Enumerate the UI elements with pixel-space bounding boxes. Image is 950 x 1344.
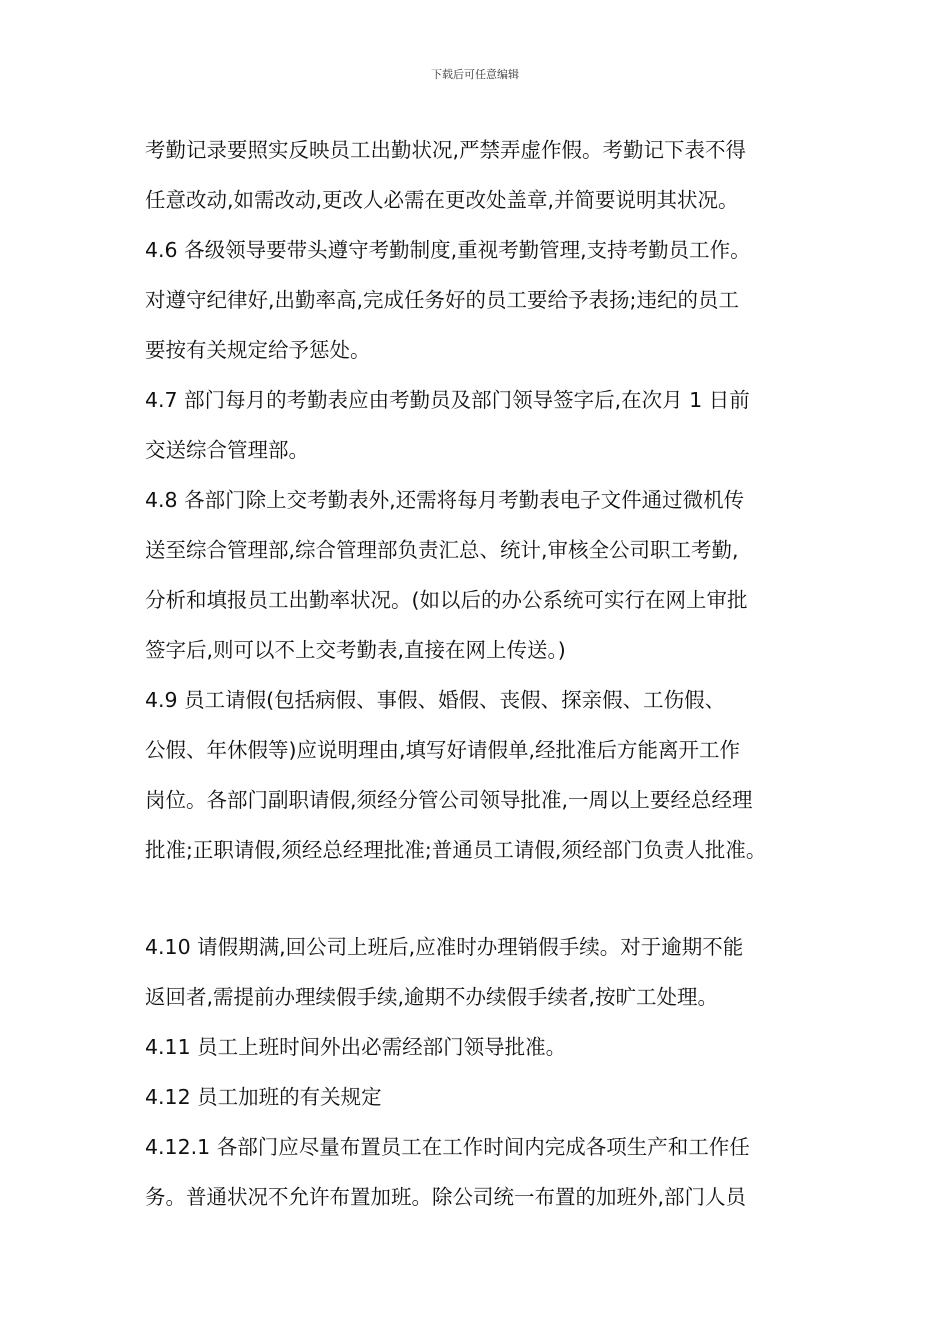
body-line: 签字后,则可以不上交考勤表,直接在网上传送。) (145, 638, 566, 662)
body-line: 4.7 部门每月的考勤表应由考勤员及部门领导签字后,在次月 1 日前 (145, 388, 750, 412)
body-line: 要按有关规定给予惩处。 (145, 338, 371, 362)
body-line: 岗位。各部门副职请假,须经分管公司领导批准,一周以上要经总经理 (145, 788, 753, 812)
body-line: 4.12.1 各部门应尽量布置员工在工作时间内完成各项生产和工作任 (145, 1135, 750, 1159)
body-line: 公假、年休假等)应说明理由,填写好请假单,经批准后方能离开工作 (145, 738, 741, 762)
body-line: 对遵守纪律好,出勤率高,完成任务好的员工要给予表扬;违纪的员工 (145, 288, 739, 312)
body-line: 4.8 各部门除上交考勤表外,还需将每月考勤表电子文件通过微机传 (145, 488, 745, 512)
body-line: 4.6 各级领导要带头遵守考勤制度,重视考勤管理,支持考勤员工作。 (145, 238, 751, 262)
body-line: 4.12 员工加班的有关规定 (145, 1085, 382, 1109)
body-line: 4.11 员工上班时间外出必需经部门领导批准。 (145, 1035, 567, 1059)
page-header: 下载后可任意编辑 (431, 68, 519, 81)
body-line: 批准;正职请假,须经总经理批准;普通员工请假,须经部门负责人批准。 (145, 838, 767, 862)
body-line: 4.10 请假期满,回公司上班后,应准时办理销假手续。对于逾期不能 (145, 935, 744, 959)
body-line: 送至综合管理部,综合管理部负责汇总、统计,审核全公司职工考勤, (145, 538, 739, 562)
body-line: 返回者,需提前办理续假手续,逾期不办续假手续者,按旷工处理。 (145, 985, 719, 1009)
body-line: 交送综合管理部。 (145, 438, 309, 462)
body-line: 4.9 员工请假(包括病假、事假、婚假、丧假、探亲假、工伤假、 (145, 688, 726, 712)
body-line: 任意改动,如需改动,更改人必需在更改处盖章,并简要说明其状况。 (145, 188, 739, 212)
body-line: 务。普通状况不允许布置加班。除公司统一布置的加班外,部门人员 (145, 1185, 747, 1209)
body-line: 分析和填报员工出勤率状况。(如以后的办公系统可实行在网上审批 (145, 588, 748, 612)
body-line: 考勤记录要照实反映员工出勤状况,严禁弄虚作假。考勤记下表不得 (145, 138, 747, 162)
